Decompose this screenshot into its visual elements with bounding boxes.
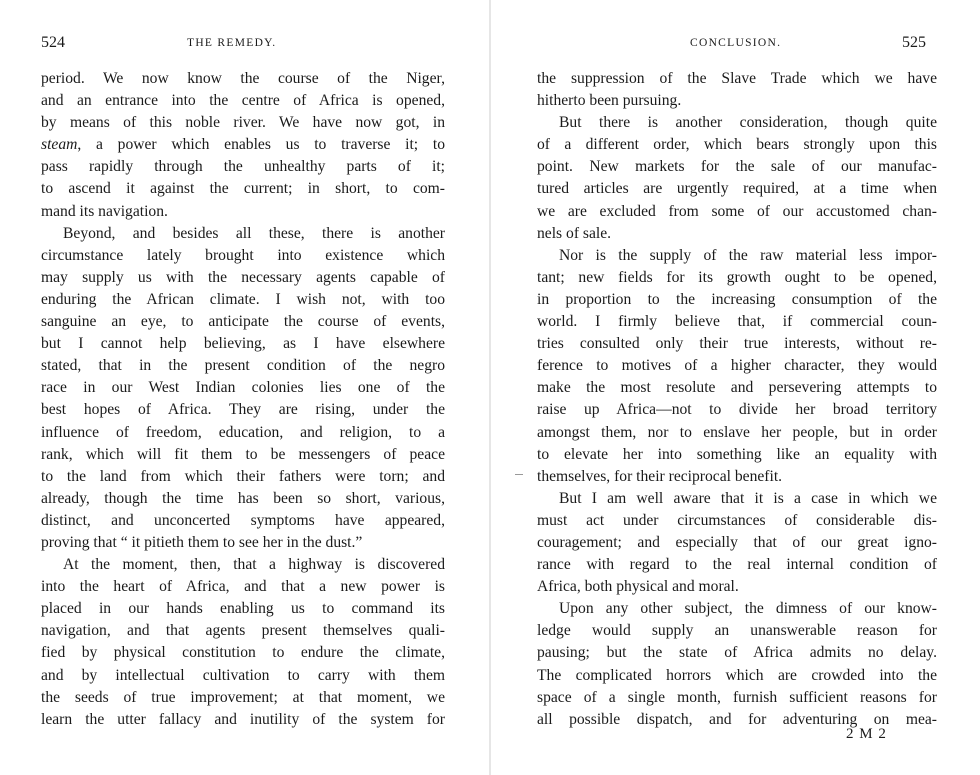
text-line: ledge would supply an unanswerable reason for (537, 622, 937, 640)
text-line: may supply us with the necessary agents capable of (41, 268, 445, 286)
text-line: best hopes of Africa. They are rising, under the (41, 401, 445, 419)
text-line: all possible dispatch, and for adventuring on mea- (537, 710, 937, 728)
text-line: raise up Africa—not to divide her broad territory (537, 401, 937, 419)
text-line: must act under circumstances of considerable dis- (537, 511, 937, 529)
text-line: to ascend it against the current; in short, to com- (41, 180, 445, 198)
text-line: sanguine an eye, to anticipate the course of events, (41, 313, 445, 331)
text-line: already, though the time has been so short, various, (41, 489, 445, 507)
text-line: period. We now know the course of the Niger, (41, 70, 445, 87)
text-line: into the heart of Africa, and that a new power is (41, 578, 445, 596)
right-page-number: 525 (902, 34, 926, 51)
left-page-number: 524 (41, 34, 65, 51)
text-line: but I cannot help believing, as I have elsewhere (41, 335, 445, 353)
text-line: Nor is the supply of the raw material less impor- (559, 246, 937, 264)
text-line: and by intellectual cultivation to carry with them (41, 666, 445, 684)
text-line: Upon any other subject, the dimness of our know- (559, 600, 937, 618)
text-line: tant; new fields for its growth ought to be opened, (537, 268, 937, 286)
text-line: enduring the African climate. I wish not, with too (41, 290, 445, 308)
left-page-body (41, 68, 445, 731)
text-line: make the most resolute and persevering attempts to (537, 379, 937, 397)
text-line: At the moment, then, that a highway is discovered (63, 556, 445, 574)
text-line: nels of sale. (537, 224, 612, 242)
text-line: placed in our hands enabling us to command its (41, 600, 445, 618)
text-line: rank, which will fit them to be messengers of peace (41, 445, 445, 463)
text-line: we are excluded from some of our accustomed chan- (537, 202, 937, 220)
text-line: fied by physical constitution to endure the climate, (41, 644, 445, 662)
text-line: race in our West Indian colonies lies one of the (41, 379, 445, 397)
text-line: stated, that in the present condition of the negro (41, 357, 445, 375)
text-line: the suppression of the Slave Trade which we have (537, 70, 937, 87)
text-line: The complicated horrors which are crowded into the (537, 666, 937, 684)
text-line: mand its navigation. (41, 202, 168, 220)
text-line: hitherto been pursuing. (537, 92, 682, 110)
text-line: pausing; but the state of Africa admits no delay. (537, 644, 937, 662)
text-line: by means of this noble river. We have now got, in (41, 114, 445, 132)
text-line: themselves, for their reciprocal benefit. (537, 467, 783, 485)
text-line: to elevate her into something like an equality with (537, 445, 937, 463)
text-line: steam, a power which enables us to traverse it; to (41, 136, 445, 154)
right-page-body (537, 68, 937, 731)
text-line: circumstance lately brought into existence which (41, 246, 445, 264)
text-line: couragement; and especially that of our great igno- (537, 533, 937, 551)
text-line: influence of freedom, education, and religion, to a (41, 423, 445, 441)
text-line: proving that “ it pitieth them to see her in the dust.” (41, 533, 363, 551)
text-line: learn the utter fallacy and inutility of the system for (41, 710, 445, 728)
text-line: navigation, and that agents present themselves quali- (41, 622, 445, 640)
text-line: pass rapidly through the unhealthy parts of it; (41, 158, 445, 176)
text-line: But I am well aware that it is a case in which we (559, 489, 937, 507)
right-running-head: CONCLUSION. (690, 37, 782, 49)
text-line: to the land from which their fathers were torn; and (41, 467, 445, 485)
text-line: space of a single month, furnish sufficient reasons for (537, 688, 937, 706)
text-line: tured articles are urgently required, at a time when (537, 180, 937, 198)
text-line: and an entrance into the centre of Africa is opened, (41, 92, 445, 110)
text-line: in proportion to the increasing consumption of the (537, 290, 937, 308)
text-line: But there is another consideration, though quite (559, 114, 937, 132)
text-line: Africa, both physical and moral. (537, 578, 739, 596)
text-line: world. I firmly believe that, if commercial coun- (537, 313, 937, 331)
right-page (490, 0, 980, 775)
signature-mark: 2 M 2 (846, 726, 887, 742)
text-line: rance with regard to the real internal condition of (537, 556, 937, 574)
text-line: ference to motives of a higher character, they would (537, 357, 937, 375)
text-line: the seeds of true improvement; at that moment, we (41, 688, 445, 706)
text-line: of a different order, which bears strongly upon this (537, 136, 937, 154)
text-line: amongst them, nor to enslave her people, but in order (537, 423, 937, 441)
text-line: Beyond, and besides all these, there is another (63, 224, 445, 242)
text-line: point. New markets for the sale of our manufac- (537, 158, 937, 176)
text-line: distinct, and unconcerted symptoms have appeared, (41, 511, 445, 529)
left-running-head: THE REMEDY. (187, 37, 277, 49)
text-line: tries consulted only their true interests, without re- (537, 335, 937, 353)
